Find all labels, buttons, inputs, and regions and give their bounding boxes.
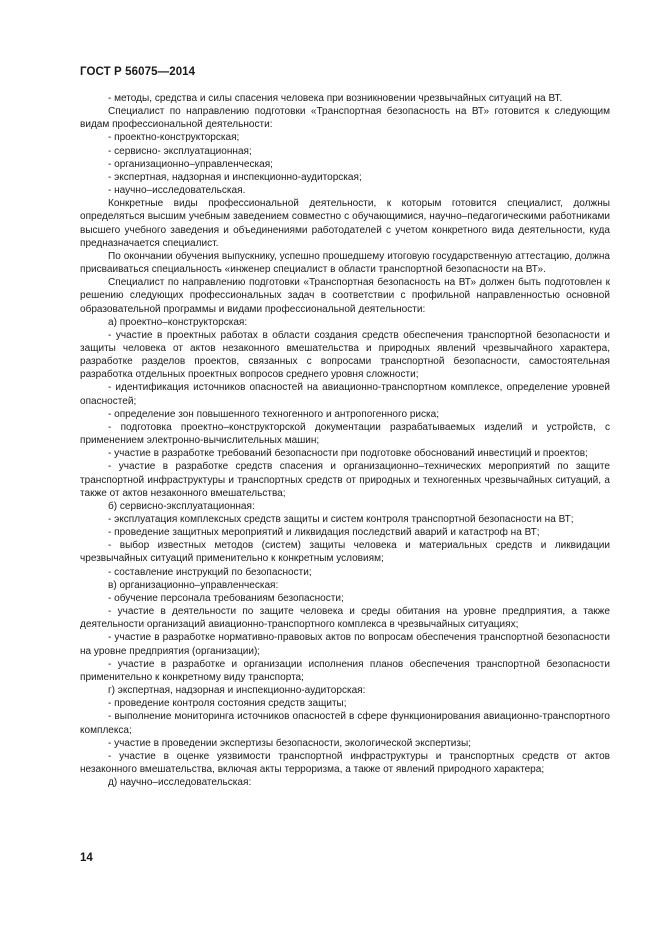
paragraph: - подготовка проектно–конструкторской документации разрабатываемых изделий и устройств, с применением электронно-вычислительных машин; [80,421,610,447]
paragraph: По окончании обучения выпускнику, успешно прошедшему итоговую государственную аттестацию, должна присваиваться специальность «инженер специалист в области транспортной безопасности на ВТ». [80,250,610,276]
section-heading: б) сервисно-эксплуатационная: [108,500,255,512]
list-item: - научно–исследовательская. [108,185,246,197]
paragraph: Конкретные виды профессиональной деятельности, к которым готовится специалист, должны определяться высшим учебным заведением совместно с обучающимися, научно–педагогическими работниками высшего учебного заведения и объединениями работодателей с учетом конкретного вида деятельности, куда предназначается специалист. [80,198,610,249]
section-heading: в) организационно–управленческая: [108,579,279,591]
paragraph: - идентификация источников опасностей на авиационно-транспортном комплексе, определение уровней опасностей; [80,382,610,407]
paragraph: - методы, средства и силы спасения человека при возникновении чрезвычайных ситуаций на ВТ. [108,93,563,104]
document-header: ГОСТ Р 56075—2014 [80,66,196,78]
paragraph: - проведение защитных мероприятий и ликвидация последствий аварий и катастроф на ВТ; [108,527,540,539]
section-heading: а) проектно–конструкторская: [108,316,248,328]
paragraph: - составление инструкций по безопасности; [108,566,312,578]
list-item: - сервисно- эксплуатационная; [108,145,252,157]
paragraph: - участие в разработке требований безопасности при подготовке обоснований инвестиций и проектов; [108,448,588,460]
paragraph: - определение зон повышенного техногенного и антропогенного риска; [108,408,440,420]
list-item: - организационно–управленческая; [108,158,273,170]
section-heading: д) научно–исследовательская: [108,777,252,789]
list-item: - проектно-конструкторская; [108,132,240,144]
document-body [80,92,610,789]
paragraph: Специалист по направлению подготовки «Транспортная безопасность на ВТ» готовится к следующим видам профессиональной деятельности: [80,106,610,131]
paragraph: - участие в разработке и организации исполнения планов обеспечения транспортной безопасности применительно к конкретному виду транспорта; [80,658,610,683]
paragraph: Специалист по направлению подготовки «Транспортная безопасность на ВТ» должен быть подготовлен к решению следующих профессиональных задач в соответствии с профильной направленностью основной образовательной программы и видами профессиональной деятельности: [80,277,610,315]
paragraph: - проведение контроля состояния средств защиты; [108,698,347,710]
paragraph: - участие в разработке средств спасения и организационно–технических мероприятий по защите транспортной инфраструктуры и транспортных средств от природных и техногенных чрезвычайных ситуаций, а также от актов незаконного вмешательства; [80,461,610,499]
paragraph: - выполнение мониторинга источников опасностей в сфере функционирования авиационно-транспортного комплекса; [80,711,610,736]
paragraph: - участие в деятельности по защите человека и среды обитания на уровне предприятия, а также деятельности организаций авиационно-транспортного комплекса в чрезвычайных ситуациях; [80,606,610,631]
page-number: 14 [80,852,93,864]
paragraph: - участие в проведении экспертизы безопасности, экологической экспертизы; [108,737,472,749]
section-heading: г) экспертная, надзорная и инспекционно-аудиторская: [108,685,366,697]
paragraph: - обучение персонала требованиям безопасности; [108,592,344,604]
list-item: - экспертная, надзорная и инспекционно-аудиторская; [108,171,362,183]
paragraph: - участие в проектных работах в области создания средств обеспечения транспортной безопасности и защиты человека от актов незаконного вмешательства и природных явлений чрезвычайного характера, разработке разделов проектов, связанных с вопросами транспортной безопасности, самостоятельная разработка отдельных проектных вопросов среднего уровня сложности; [80,329,610,381]
paragraph: - участие в оценке уязвимости транспортной инфраструктуры и транспортных средств от актов незаконного вмешательства, включая акты терроризма, а также от явлений природного характера; [80,750,610,775]
paragraph: - выбор известных методов (систем) защиты человека и материальных средств и ликвидации чрезвычайных ситуаций применительно к конкретным условиям; [80,540,610,565]
paragraph: - эксплуатация комплексных средств защиты и систем контроля транспортной безопасности на ВТ; [108,514,574,525]
paragraph: - участие в разработке нормативно-правовых актов по вопросам обеспечения транспортной безопасности на уровне предприятия (организации); [80,632,610,657]
